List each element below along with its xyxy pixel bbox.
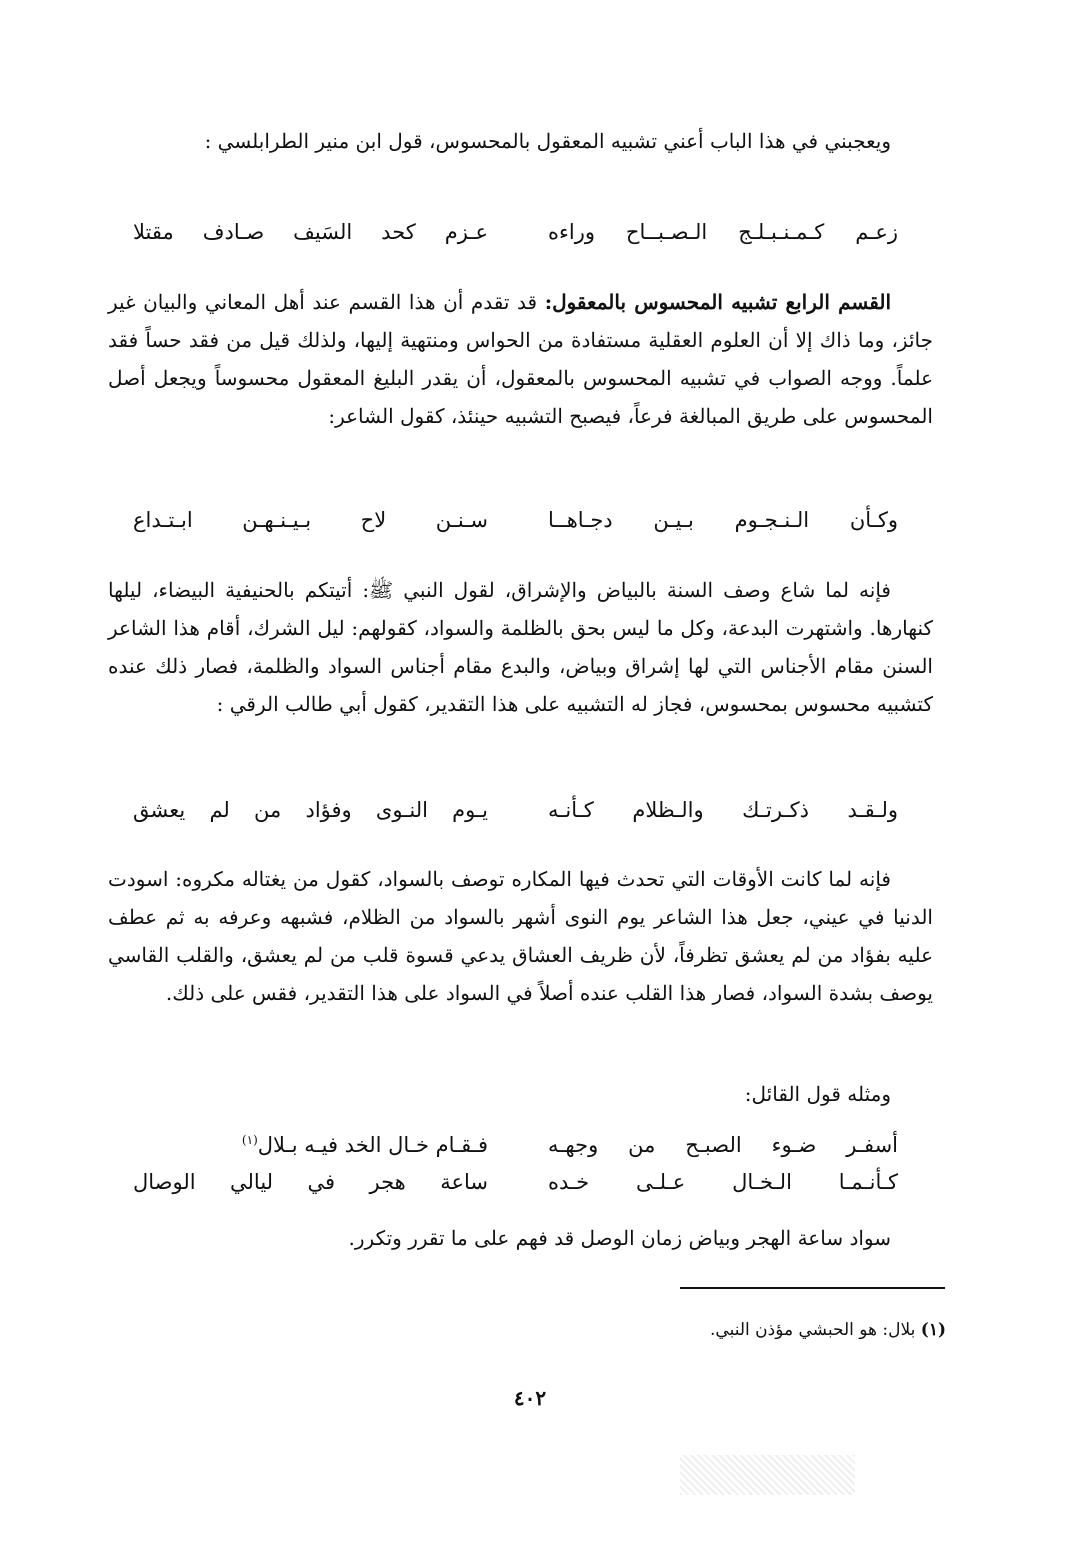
footnote-marker[interactable]: (١) — [241, 1133, 258, 1147]
verse-3-second-hemistich: يـوم النـوى وفؤاد من لم يعشق — [133, 798, 488, 822]
paragraph-3: فإنه لما شاع وصف السنة بالبياض والإشراق، لقول النبي ﷺ: أتيتكم بالحنيفية البيضاء، ليلها كنهارها. واشتهرت البدعة، وكل ما ليس بحق بالظلمة والسواد، كقولهم: ليل الشرك، أقام هذا الشاعر السنن مقام الأجناس التي لها إشراق وبياض، والبدع مقام أجناس السواد والظلمة، فصار ذلك عنده كتشبيه محسوس بمحسوس، فجاز له التشبيه على هذا التقدير، كقول أبي طالب الرقي : — [108, 578, 933, 716]
verse-2-first-hemistich: وكـأن الـنـجـوم بـيـن دجـاهــا — [548, 508, 898, 532]
verse-line-1 — [108, 214, 933, 250]
paragraph-4: فإنه لما كانت الأوقات التي تحدث فيها المكاره توصف بالسواد، كقول من يغتاله مكروه: اسودت الدنيا في عيني، جعل هذا الشاعر يوم النوى أشهر بالسواد من الظلام، فشبهه وعرفه به ثم عطف عليه بفؤاد من لم يعشق تظرفاً، لأن ظريف العشاق يدعي قسوة قلب من لم يعشق، والقلب القاسي يوصف بشدة السواد، فصار هذا القلب عنده أصلاً في السواد على هذا التقدير، فقس على ذلك. — [108, 867, 933, 1005]
paragraph-1: ويعجبني في هذا الباب أعني تشبيه المعقول بالمحسوس، قول ابن منير الطرابلسي : — [204, 129, 891, 153]
verse-line-2 — [108, 502, 933, 538]
verse-2-second-hemistich: سـنـن لاح بـيـنـهـن ابـتـداع — [133, 508, 488, 532]
page-number: ٤٠٢ — [513, 1386, 547, 1410]
verse-line-4 — [108, 1122, 933, 1163]
verse-line-5 — [108, 1164, 933, 1200]
scan-smudge — [680, 1455, 855, 1495]
verse-1-second-hemistich: عـزم كحد السَيف صـادف مقتلا — [133, 220, 488, 244]
verse-4-second-hemistich — [133, 1122, 488, 1163]
verse-5-second-hemistich: ساعة هجر في ليالي الوصال — [133, 1170, 488, 1194]
section-heading: القسم الرابع تشبيه المحسوس بالمعقول: — [544, 290, 892, 314]
footnote-number: (١) — [920, 1320, 946, 1340]
verse-4-first-hemistich: أسفـر ضـوء الصبـح من وجهـه — [548, 1133, 898, 1157]
verse-3-first-hemistich: ولـقـد ذكـرتـك والـظلام كـأنـه — [548, 798, 898, 822]
paragraph-5: ومثله قول القائل: — [744, 1082, 891, 1106]
verse-line-3 — [108, 792, 933, 828]
verse-1-first-hemistich: زعـم كـمـنـبـلـج الـصـبــاح وراءه — [548, 220, 898, 244]
footnote — [108, 1315, 946, 1345]
footnote-divider — [680, 1287, 945, 1289]
paragraph-2 — [108, 283, 933, 435]
verse-5-first-hemistich: كـأنـمـا الـخـال عـلـى خـده — [548, 1170, 898, 1194]
paragraph-6: سواد ساعة الهجر وبياض زمان الوصل قد فهم على ما تقرر وتكرر. — [348, 1226, 891, 1250]
verse-4-second-text: فـقـام خـال الخد فيـه بـلال — [257, 1133, 488, 1157]
paragraph-2-body: قد تقدم أن هذا القسم عند أهل المعاني والبيان غير جائز، وما ذاك إلا أن العلوم العقلية مستفادة من الحواس ومنتهية إليها، ولذلك قيل من فقد حساً فقد علماً. ووجه الصواب في تشبيه المحسوس بالمعقول، أن يقدر البليغ المعقول محسوساً ويجعل أصل المحسوس على طريق المبالغة فرعاً، فيصبح التشبيه حينئذ، كقول الشاعر: — [108, 290, 934, 428]
footnote-text: بلال: هو الحبشي مؤذن النبي. — [710, 1320, 921, 1340]
